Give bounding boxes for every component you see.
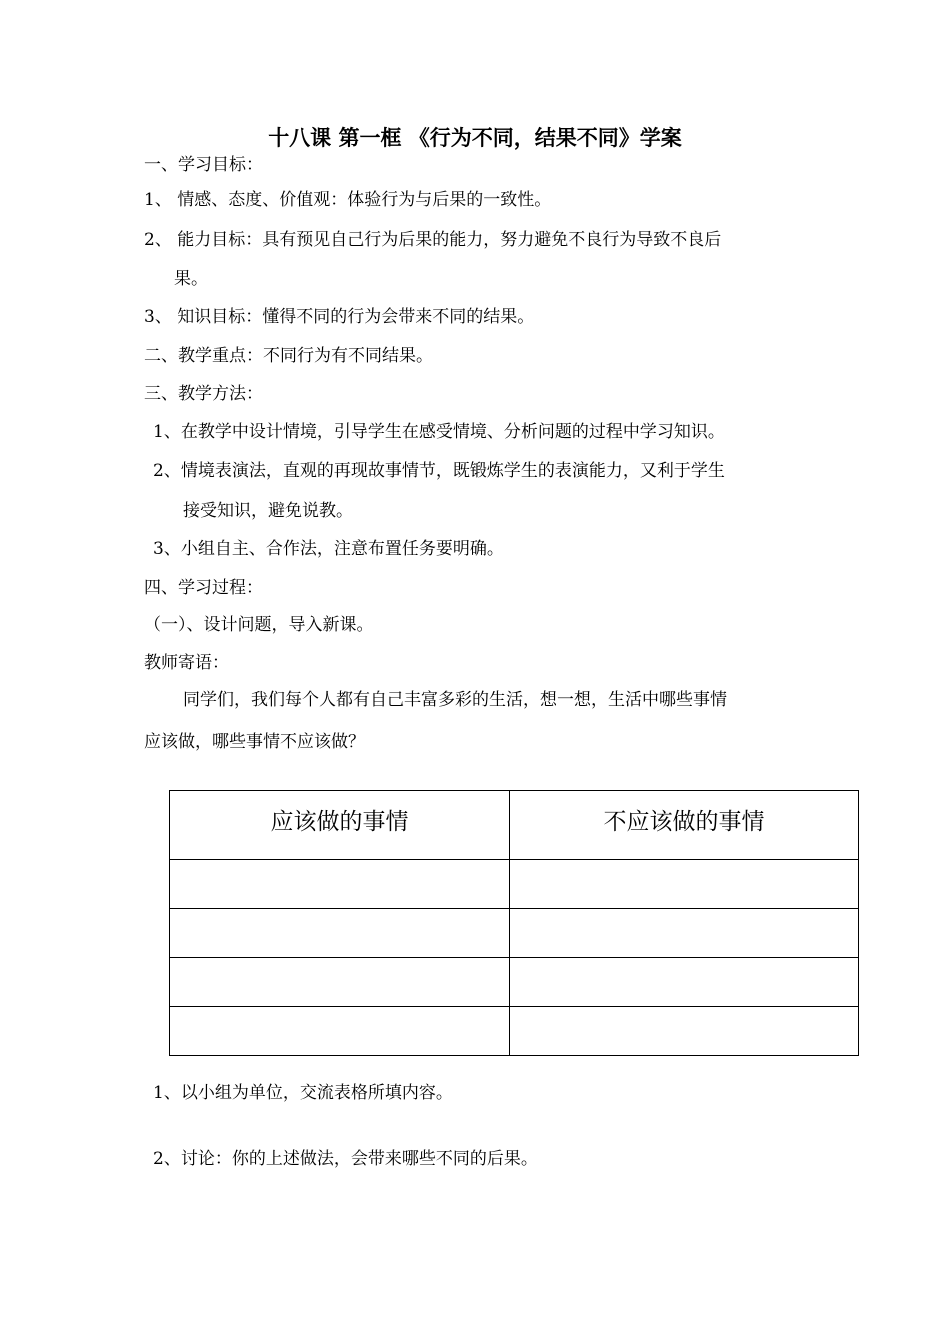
text-line: 2、情境表演法，直观的再现故事情节，既锻炼学生的表演能力，又利于学生 bbox=[153, 461, 725, 481]
text-line: 2、讨论：你的上述做法，会带来哪些不同的后果。 bbox=[153, 1149, 538, 1169]
section-heading: 一、学习目标： bbox=[144, 155, 263, 175]
activity-table bbox=[169, 790, 859, 1056]
table-row bbox=[170, 958, 859, 1007]
table-row bbox=[170, 1007, 859, 1056]
text-line: 1、 情感、态度、价值观：体验行为与后果的一致性。 bbox=[144, 190, 552, 210]
text-line: 教师寄语： bbox=[144, 653, 229, 673]
text-line: 2、 能力目标：具有预见自己行为后果的能力，努力避免不良行为导致不良后 bbox=[144, 230, 722, 250]
table-cell[interactable] bbox=[170, 1007, 510, 1056]
table-cell[interactable] bbox=[510, 958, 859, 1007]
section-heading: 三、教学方法： bbox=[144, 384, 263, 404]
text-line: 3、 知识目标：懂得不同的行为会带来不同的结果。 bbox=[144, 307, 535, 327]
text-line: 3、小组自主、合作法，注意布置任务要明确。 bbox=[153, 539, 504, 559]
text-line: 应该做，哪些事情不应该做？ bbox=[144, 732, 365, 752]
table-row bbox=[170, 860, 859, 909]
page-title: 十八课 第一框 《行为不同，结果不同》学案 bbox=[268, 125, 682, 150]
section-heading: 四、学习过程： bbox=[144, 578, 263, 598]
section-heading: 二、教学重点：不同行为有不同结果。 bbox=[144, 346, 433, 366]
text-line: （一）、设计问题，导入新课。 bbox=[144, 615, 374, 635]
table-row bbox=[170, 909, 859, 958]
text-line: 接受知识，避免说教。 bbox=[183, 501, 353, 521]
table-header-should-do: 应该做的事情 bbox=[170, 791, 510, 860]
table-cell[interactable] bbox=[170, 909, 510, 958]
text-line: 1、在教学中设计情境，引导学生在感受情境、分析问题的过程中学习知识。 bbox=[153, 422, 725, 442]
text-line: 果。 bbox=[174, 269, 208, 289]
text-line: 同学们，我们每个人都有自己丰富多彩的生活，想一想，生活中哪些事情 bbox=[183, 690, 727, 710]
table-header-row bbox=[170, 791, 859, 860]
table-cell[interactable] bbox=[170, 860, 510, 909]
table-cell[interactable] bbox=[510, 860, 859, 909]
table-header-should-not-do: 不应该做的事情 bbox=[510, 791, 859, 860]
table-cell[interactable] bbox=[170, 958, 510, 1007]
table-cell[interactable] bbox=[510, 1007, 859, 1056]
text-line: 1、以小组为单位，交流表格所填内容。 bbox=[153, 1083, 453, 1103]
table-cell[interactable] bbox=[510, 909, 859, 958]
